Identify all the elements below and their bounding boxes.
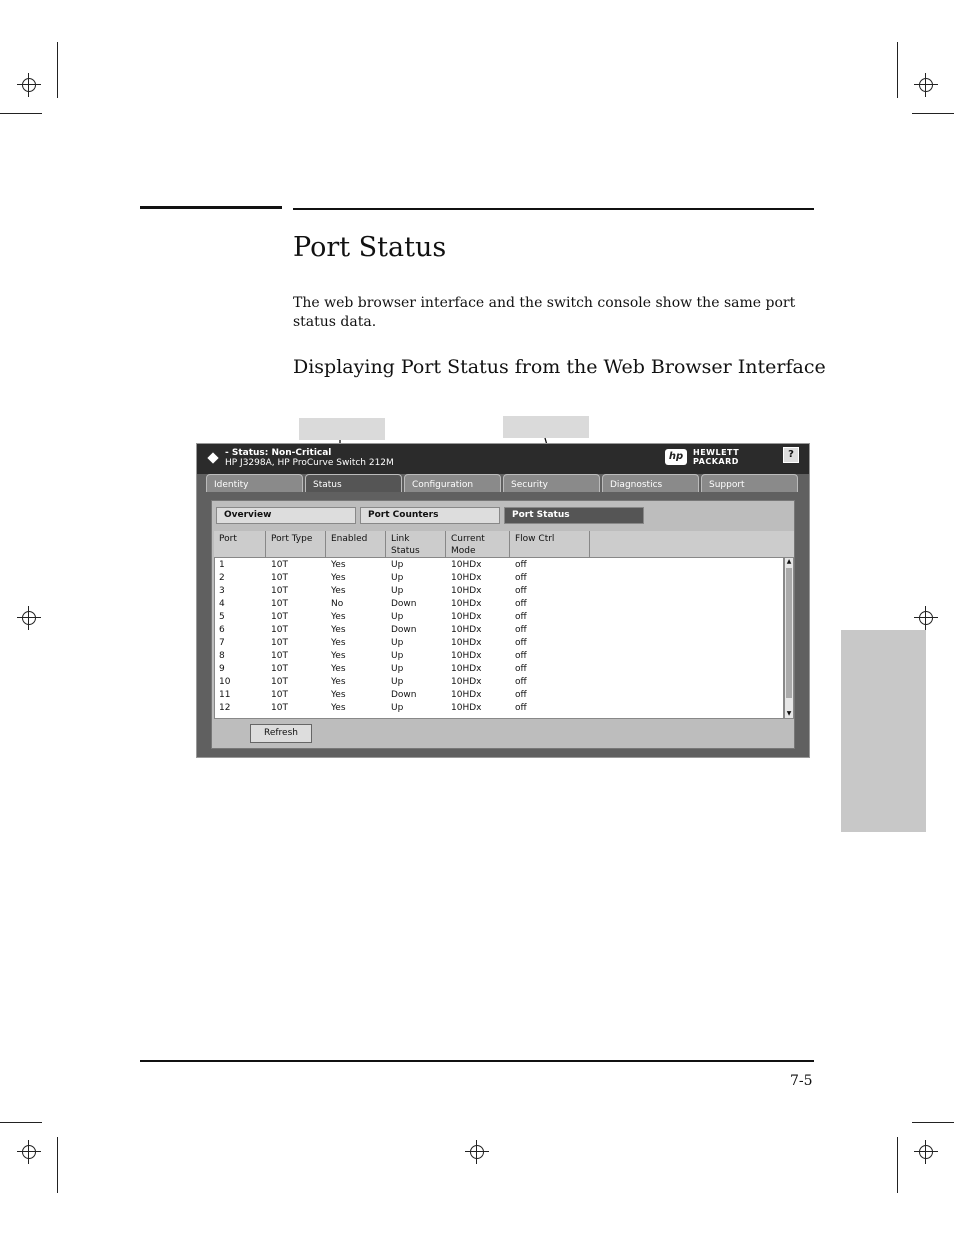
scroll-up-icon[interactable]: ▲ [786, 558, 792, 565]
table-cell: Yes [331, 638, 346, 648]
table-row [215, 637, 775, 650]
section-heading: Displaying Port Status from the Web Browser Interface [293, 356, 826, 378]
status-text: - Status: Non-Critical [225, 448, 332, 458]
page-title: Port Status [293, 232, 447, 263]
table-cell: off [515, 638, 527, 648]
column-header-link-status: Link Status [386, 531, 446, 557]
brand-name-line-1: HEWLETT [693, 448, 740, 457]
table-cell: 10HDx [451, 612, 482, 622]
tab-identity[interactable]: Identity [206, 474, 303, 492]
table-cell: Down [391, 599, 417, 609]
table-cell: 1 [219, 560, 225, 570]
column-header-current-mode: Current Mode [446, 531, 510, 557]
table-cell: 12 [219, 703, 231, 713]
tab-diagnostics[interactable]: Diagnostics [602, 474, 699, 492]
table-cell: 10T [271, 599, 288, 609]
subtab-overview[interactable]: Overview [216, 507, 356, 524]
status-bar [197, 444, 809, 474]
tab-security[interactable]: Security [503, 474, 600, 492]
table-cell: off [515, 612, 527, 622]
table-cell: 4 [219, 599, 225, 609]
table-cell: Yes [331, 560, 346, 570]
table-cell: 10HDx [451, 703, 482, 713]
table-cell: Down [391, 690, 417, 700]
tab-support[interactable]: Support [701, 474, 798, 492]
table-cell: off [515, 573, 527, 583]
table-cell: 10T [271, 560, 288, 570]
table-cell: Yes [331, 690, 346, 700]
table-cell: 10T [271, 573, 288, 583]
table-cell: off [515, 664, 527, 674]
port-status-table [214, 557, 784, 719]
table-row [215, 585, 775, 598]
table-cell: Up [391, 586, 404, 596]
table-cell: 10HDx [451, 573, 482, 583]
table-cell: Up [391, 573, 404, 583]
table-cell: off [515, 703, 527, 713]
table-cell: Up [391, 677, 404, 687]
table-cell: 7 [219, 638, 225, 648]
table-cell: Up [391, 638, 404, 648]
table-cell: Down [391, 625, 417, 635]
table-cell: off [515, 586, 527, 596]
table-cell: 10HDx [451, 560, 482, 570]
table-cell: off [515, 599, 527, 609]
table-cell: 6 [219, 625, 225, 635]
table-cell: Yes [331, 651, 346, 661]
chapter-thumb-tab [841, 630, 926, 832]
table-cell: 3 [219, 586, 225, 596]
table-cell: 10T [271, 703, 288, 713]
table-cell: 9 [219, 664, 225, 674]
table-cell: Yes [331, 703, 346, 713]
web-interface-screenshot [196, 443, 810, 758]
table-cell: 11 [219, 690, 231, 700]
help-button[interactable]: ? [783, 447, 799, 463]
table-row [215, 650, 775, 663]
table-cell: 10HDx [451, 625, 482, 635]
table-cell: 10HDx [451, 690, 482, 700]
table-cell: 10HDx [451, 599, 482, 609]
body-text: The web browser interface and the switch console show the same port status data. [293, 295, 796, 330]
page-number: 7-5 [790, 1073, 813, 1089]
table-cell: Yes [331, 586, 346, 596]
brand-name-line-2: PACKARD [693, 457, 739, 466]
subtab-port-counters[interactable]: Port Counters [360, 507, 500, 524]
table-scrollbar[interactable] [784, 557, 794, 719]
table-cell: 10T [271, 690, 288, 700]
table-row [215, 663, 775, 676]
table-cell: 10HDx [451, 586, 482, 596]
table-cell: 2 [219, 573, 225, 583]
brand-name [693, 448, 739, 466]
table-row [215, 689, 775, 702]
scroll-thumb[interactable] [786, 568, 792, 698]
table-cell: 10T [271, 586, 288, 596]
table-cell: 10HDx [451, 677, 482, 687]
subtab-port-status[interactable]: Port Status [504, 507, 644, 524]
main-tabs [206, 474, 804, 492]
refresh-button[interactable]: Refresh [250, 724, 312, 743]
table-cell: 10T [271, 664, 288, 674]
table-cell: 10HDx [451, 638, 482, 648]
table-cell: off [515, 625, 527, 635]
status-diamond-icon [207, 452, 218, 463]
table-header [214, 531, 794, 557]
column-header-port-type: Port Type [266, 531, 326, 557]
status-panel [211, 500, 795, 749]
table-row [215, 702, 775, 715]
column-header-enabled: Enabled [326, 531, 386, 557]
table-cell: Yes [331, 677, 346, 687]
tab-status[interactable]: Status [305, 474, 402, 492]
table-cell: off [515, 560, 527, 570]
hp-logo-icon: hp [665, 449, 687, 465]
table-cell: 10T [271, 638, 288, 648]
table-cell: 10T [271, 625, 288, 635]
table-row [215, 559, 775, 572]
table-cell: Up [391, 651, 404, 661]
table-cell: Yes [331, 612, 346, 622]
table-row [215, 611, 775, 624]
table-cell: 10 [219, 677, 231, 687]
table-cell: 8 [219, 651, 225, 661]
table-row [215, 676, 775, 689]
table-row [215, 598, 775, 611]
column-header-port: Port [214, 531, 266, 557]
table-cell: 10T [271, 612, 288, 622]
table-cell: Up [391, 612, 404, 622]
table-cell: off [515, 690, 527, 700]
table-cell: Up [391, 664, 404, 674]
table-cell: No [331, 599, 344, 609]
footer-rule [140, 1060, 814, 1062]
device-name: HP J3298A, HP ProCurve Switch 212M [225, 458, 394, 468]
table-row [215, 572, 775, 585]
table-cell: 10HDx [451, 651, 482, 661]
table-cell: Yes [331, 625, 346, 635]
table-cell: off [515, 677, 527, 687]
scroll-down-icon[interactable]: ▼ [786, 710, 792, 717]
table-cell: off [515, 651, 527, 661]
table-cell: 5 [219, 612, 225, 622]
tab-configuration[interactable]: Configuration [404, 474, 501, 492]
table-cell: 10T [271, 651, 288, 661]
table-cell: 10HDx [451, 664, 482, 674]
table-row [215, 624, 775, 637]
table-cell: Yes [331, 664, 346, 674]
table-cell: Yes [331, 573, 346, 583]
table-cell: Up [391, 560, 404, 570]
column-header-flow-ctrl: Flow Ctrl [510, 531, 590, 557]
table-cell: Up [391, 703, 404, 713]
table-cell: 10T [271, 677, 288, 687]
